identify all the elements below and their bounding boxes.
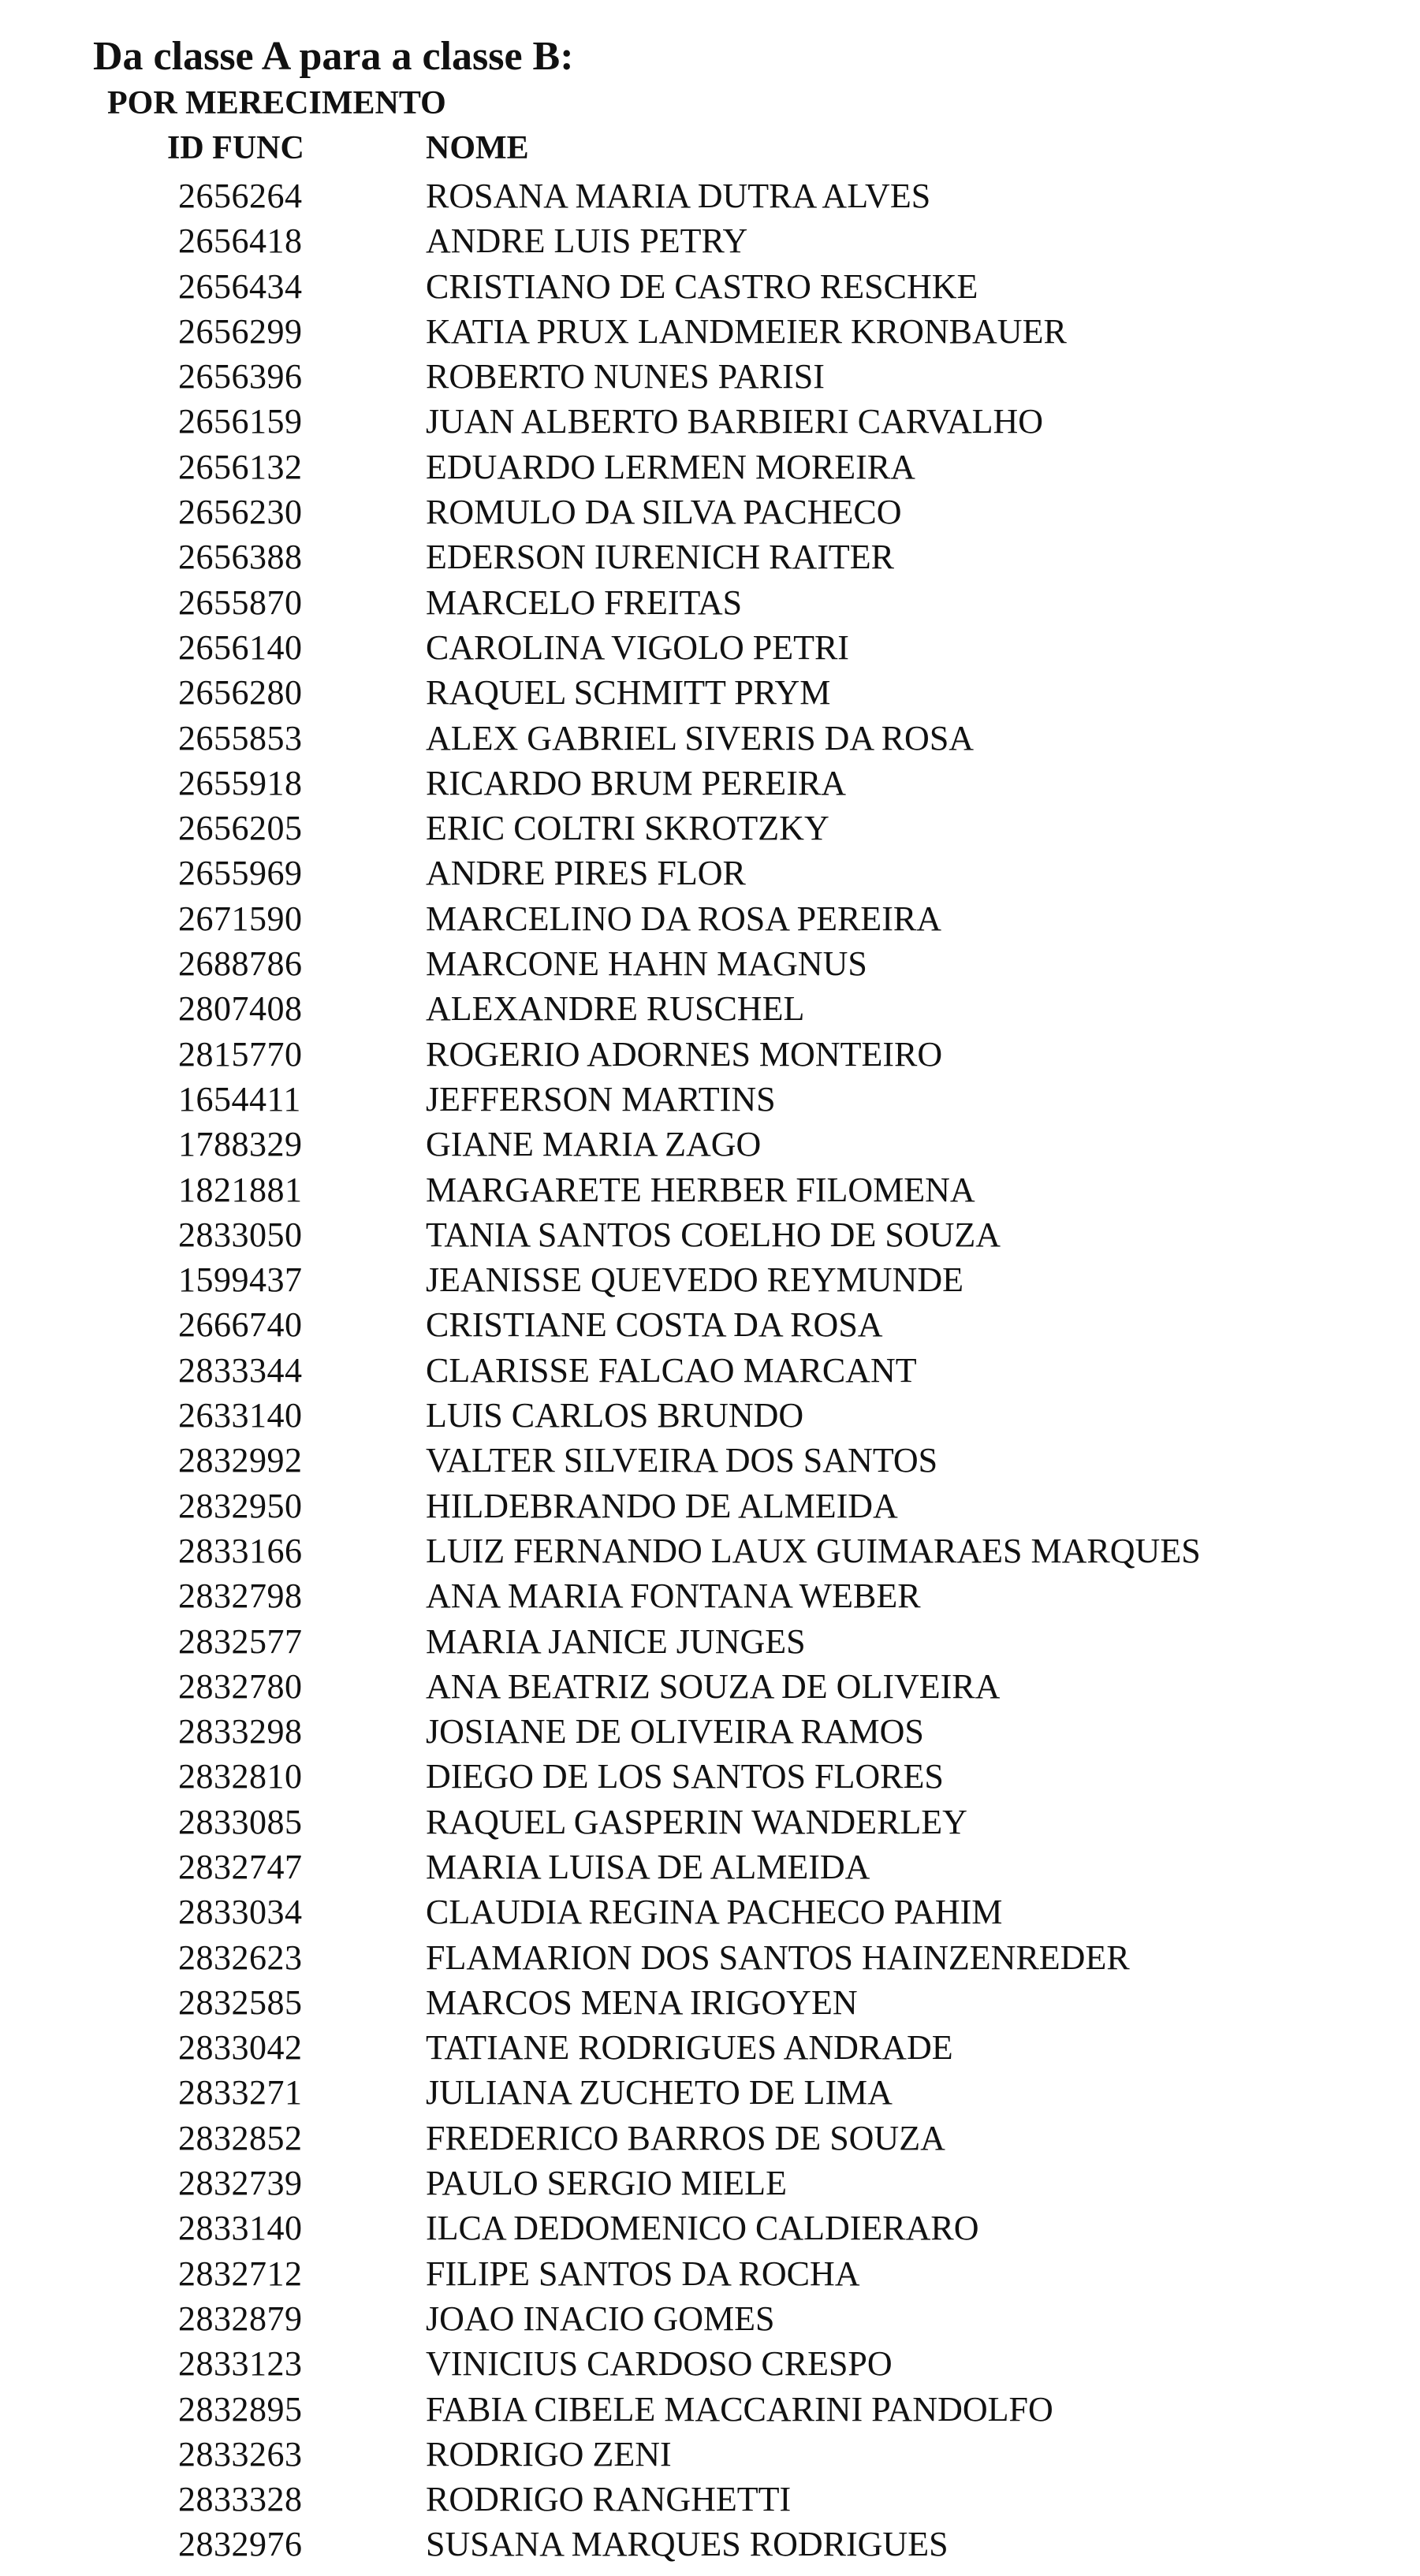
- table-row: [0, 2251, 1420, 2296]
- employee-id: 2688786: [178, 944, 303, 984]
- employee-name: ANDRE LUIS PETRY: [426, 221, 748, 261]
- employee-id: 2833140: [178, 2209, 303, 2248]
- employee-name: ALEXANDRE RUSCHEL: [426, 989, 805, 1029]
- employee-name: MARIA LUISA DE ALMEIDA: [426, 1847, 870, 1886]
- employee-id: 2656205: [178, 809, 303, 848]
- table-row: [0, 2116, 1420, 2161]
- employee-name: ROMULO DA SILVA PACHECO: [426, 493, 902, 532]
- table-row: [0, 399, 1420, 444]
- document-title: Da classe A para a classe B:: [93, 34, 574, 79]
- employee-id: 2832585: [178, 1982, 303, 2022]
- table-row: [0, 1664, 1420, 1709]
- employee-id: 2833123: [178, 2344, 303, 2384]
- employee-id: 2656132: [178, 447, 303, 486]
- column-header-name: NOME: [426, 130, 529, 166]
- table-row: [0, 1889, 1420, 1934]
- employee-id: 2833085: [178, 1802, 303, 1841]
- employee-id: 2833298: [178, 1712, 303, 1751]
- employee-id: 2832780: [178, 1666, 303, 1706]
- employee-name: MARGARETE HERBER FILOMENA: [426, 1170, 975, 1209]
- employee-id: 2833042: [178, 2028, 303, 2068]
- employee-name: ANDRE PIRES FLOR: [426, 854, 746, 893]
- table-row: [0, 1302, 1420, 1347]
- employee-name: CRISTIANO DE CASTRO RESCHKE: [426, 266, 978, 306]
- employee-name: MARCOS MENA IRIGOYEN: [426, 1982, 858, 2022]
- table-row: [0, 1709, 1420, 1754]
- employee-id: 2655870: [178, 583, 303, 622]
- table-row: [0, 580, 1420, 625]
- employee-id: 2833166: [178, 1531, 303, 1570]
- table-row: [0, 1167, 1420, 1212]
- table-row: [0, 1483, 1420, 1528]
- table-row: [0, 1212, 1420, 1257]
- employee-name: LUIS CARLOS BRUNDO: [426, 1396, 804, 1435]
- employee-id: 2832798: [178, 1576, 303, 1616]
- employee-id: 2656418: [178, 221, 303, 261]
- employee-id: 2832895: [178, 2389, 303, 2429]
- table-row: [0, 716, 1420, 761]
- employee-name: CAROLINA VIGOLO PETRI: [426, 627, 849, 667]
- employee-name: LUIZ FERNANDO LAUX GUIMARAES MARQUES: [426, 1531, 1201, 1570]
- table-row: [0, 218, 1420, 263]
- employee-id: 2832747: [178, 1847, 303, 1886]
- employee-name: FABIA CIBELE MACCARINI PANDOLFO: [426, 2389, 1053, 2429]
- employee-id: 1821881: [178, 1170, 303, 1209]
- table-row: [0, 806, 1420, 851]
- employee-name: RICARDO BRUM PEREIRA: [426, 763, 846, 802]
- table-row: [0, 2206, 1420, 2250]
- employee-id: 1654411: [178, 1079, 301, 1119]
- employee-id: 2655853: [178, 718, 303, 758]
- table-row: [0, 761, 1420, 806]
- table-row: [0, 309, 1420, 354]
- employee-name: EDUARDO LERMEN MOREIRA: [426, 447, 915, 486]
- employee-name: RAQUEL GASPERIN WANDERLEY: [426, 1802, 967, 1841]
- employee-name: ALEX GABRIEL SIVERIS DA ROSA: [426, 718, 975, 758]
- employee-id: 2807408: [178, 989, 303, 1029]
- employee-id: 2832852: [178, 2118, 303, 2157]
- table-row: [0, 2341, 1420, 2386]
- table-row: [0, 670, 1420, 715]
- table-row: [0, 2387, 1420, 2432]
- employee-name: MARCELO FREITAS: [426, 583, 743, 622]
- employee-id: 2832577: [178, 1621, 303, 1661]
- employee-id: 2832950: [178, 1486, 303, 1525]
- employee-list: [0, 173, 1420, 2567]
- employee-id: 2655918: [178, 763, 303, 802]
- employee-name: CLAUDIA REGINA PACHECO PAHIM: [426, 1893, 1003, 1932]
- table-row: [0, 1935, 1420, 1980]
- employee-name: MARCONE HAHN MAGNUS: [426, 944, 867, 984]
- employee-name: DIEGO DE LOS SANTOS FLORES: [426, 1757, 944, 1796]
- table-row: [0, 1800, 1420, 1845]
- employee-name: RODRIGO ZENI: [426, 2434, 672, 2474]
- employee-name: RODRIGO RANGHETTI: [426, 2480, 792, 2519]
- table-row: [0, 851, 1420, 895]
- employee-id: 2833034: [178, 1893, 303, 1932]
- employee-id: 2833271: [178, 2073, 303, 2113]
- section-subtitle: POR MERECIMENTO: [107, 85, 446, 121]
- table-row: [0, 2432, 1420, 2477]
- employee-id: 1788329: [178, 1125, 303, 1164]
- employee-name: EDERSON IURENICH RAITER: [426, 538, 894, 577]
- table-row: [0, 896, 1420, 941]
- table-row: [0, 1528, 1420, 1573]
- employee-id: 2832739: [178, 2164, 303, 2203]
- employee-id: 1599437: [178, 1260, 303, 1300]
- table-row: [0, 1980, 1420, 2025]
- employee-name: CRISTIANE COSTA DA ROSA: [426, 1305, 883, 1345]
- table-row: [0, 1032, 1420, 1077]
- employee-id: 2833050: [178, 1215, 303, 1254]
- employee-id: 2656396: [178, 357, 303, 396]
- column-header-id: ID FUNC: [167, 130, 304, 166]
- employee-name: VINICIUS CARDOSO CRESPO: [426, 2344, 893, 2384]
- table-row: [0, 941, 1420, 986]
- table-row: [0, 490, 1420, 534]
- employee-id: 2832992: [178, 1441, 303, 1480]
- employee-name: RAQUEL SCHMITT PRYM: [426, 673, 831, 713]
- employee-name: JUAN ALBERTO BARBIERI CARVALHO: [426, 402, 1044, 441]
- employee-name: GIANE MARIA ZAGO: [426, 1125, 762, 1164]
- employee-id: 2832879: [178, 2299, 303, 2338]
- employee-name: ANA MARIA FONTANA WEBER: [426, 1576, 921, 1616]
- table-row: [0, 354, 1420, 399]
- employee-name: ROBERTO NUNES PARISI: [426, 357, 825, 396]
- table-row: [0, 2025, 1420, 2070]
- table-row: [0, 2296, 1420, 2341]
- employee-name: JEFFERSON MARTINS: [426, 1079, 776, 1119]
- employee-name: ILCA DEDOMENICO CALDIERARO: [426, 2209, 979, 2248]
- employee-id: 2656280: [178, 673, 303, 713]
- employee-id: 2832976: [178, 2525, 303, 2564]
- employee-name: ERIC COLTRI SKROTZKY: [426, 809, 829, 848]
- employee-name: TANIA SANTOS COELHO DE SOUZA: [426, 1215, 1001, 1254]
- table-row: [0, 1077, 1420, 1122]
- table-row: [0, 1348, 1420, 1393]
- employee-id: 2671590: [178, 899, 303, 938]
- table-row: [0, 1122, 1420, 1167]
- employee-name: PAULO SERGIO MIELE: [426, 2164, 787, 2203]
- employee-id: 2833344: [178, 1350, 303, 1390]
- employee-name: HILDEBRANDO DE ALMEIDA: [426, 1486, 898, 1525]
- employee-id: 2832810: [178, 1757, 303, 1796]
- employee-id: 2832623: [178, 1938, 303, 1977]
- table-row: [0, 173, 1420, 218]
- table-row: [0, 986, 1420, 1031]
- employee-name: ROGERIO ADORNES MONTEIRO: [426, 1034, 943, 1074]
- employee-id: 2656230: [178, 493, 303, 532]
- table-row: [0, 445, 1420, 490]
- employee-id: 2833328: [178, 2480, 303, 2519]
- table-row: [0, 1754, 1420, 1799]
- table-row: [0, 534, 1420, 579]
- table-row: [0, 1573, 1420, 1618]
- employee-name: JOSIANE DE OLIVEIRA RAMOS: [426, 1712, 924, 1751]
- employee-name: FREDERICO BARROS DE SOUZA: [426, 2118, 945, 2157]
- employee-id: 2655969: [178, 854, 303, 893]
- employee-id: 2815770: [178, 1034, 303, 1074]
- table-row: [0, 1438, 1420, 1483]
- table-row: [0, 1393, 1420, 1438]
- employee-name: ROSANA MARIA DUTRA ALVES: [426, 177, 931, 215]
- table-row: [0, 1845, 1420, 1889]
- employee-name: ANA BEATRIZ SOUZA DE OLIVEIRA: [426, 1666, 1001, 1706]
- employee-id: 2656159: [178, 402, 303, 441]
- employee-id: 2656264: [178, 177, 303, 215]
- employee-id: 2656140: [178, 627, 303, 667]
- employee-name: MARCELINO DA ROSA PEREIRA: [426, 899, 941, 938]
- employee-name: VALTER SILVEIRA DOS SANTOS: [426, 1441, 938, 1480]
- table-row: [0, 625, 1420, 670]
- employee-name: JOAO INACIO GOMES: [426, 2299, 775, 2338]
- employee-id: 2656388: [178, 538, 303, 577]
- employee-id: 2633140: [178, 1396, 303, 1435]
- table-row: [0, 264, 1420, 309]
- employee-name: TATIANE RODRIGUES ANDRADE: [426, 2028, 953, 2068]
- table-row: [0, 2161, 1420, 2206]
- employee-name: MARIA JANICE JUNGES: [426, 1621, 806, 1661]
- employee-id: 2833263: [178, 2434, 303, 2474]
- employee-name: FLAMARION DOS SANTOS HAINZENREDER: [426, 1938, 1130, 1977]
- employee-id: 2656299: [178, 311, 303, 351]
- employee-name: SUSANA MARQUES RODRIGUES: [426, 2525, 949, 2564]
- table-row: [0, 1257, 1420, 1302]
- employee-name: JULIANA ZUCHETO DE LIMA: [426, 2073, 893, 2113]
- table-row: [0, 2477, 1420, 2522]
- employee-id: 2832712: [178, 2254, 303, 2293]
- table-row: [0, 2070, 1420, 2115]
- employee-id: 2666740: [178, 1305, 303, 1345]
- employee-name: KATIA PRUX LANDMEIER KRONBAUER: [426, 311, 1067, 351]
- table-row: [0, 1619, 1420, 1664]
- employee-name: FILIPE SANTOS DA ROCHA: [426, 2254, 860, 2293]
- table-row: [0, 2522, 1420, 2567]
- employee-id: 2656434: [178, 266, 303, 306]
- employee-name: CLARISSE FALCAO MARCANT: [426, 1350, 917, 1390]
- employee-name: JEANISSE QUEVEDO REYMUNDE: [426, 1260, 963, 1300]
